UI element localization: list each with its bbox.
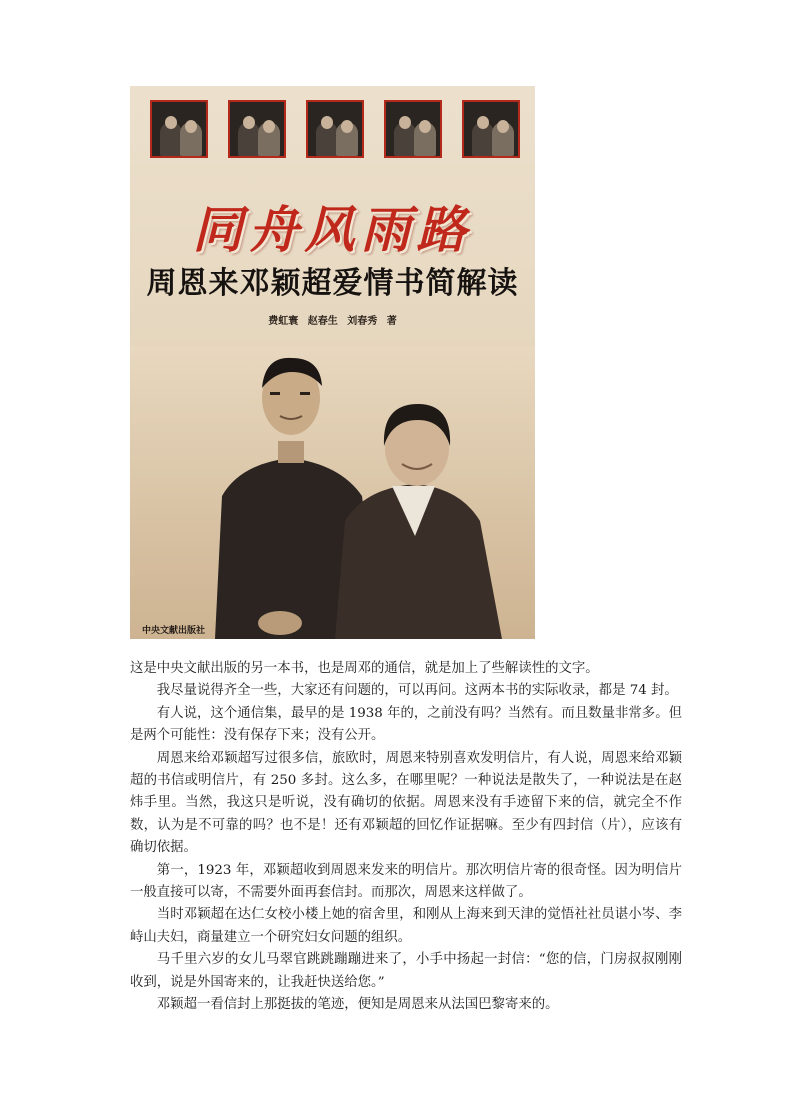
- paragraph: 马千里六岁的女儿马翠官跳跳蹦蹦进来了，小手中扬起一封信：“您的信，门房叔叔刚刚收到，说是外国寄来的，让我赶快送给您。”: [130, 952, 682, 990]
- cover-publisher: 中央文献出版社: [142, 626, 206, 636]
- paragraph: 当时邓颖超在达仁女校小楼上她的宿舍里，和刚从上海来到天津的觉悟社社员谌小岑、李峙山夫妇，商量建立一个研究妇女问题的组织。: [130, 907, 682, 945]
- cover-thumbnail-photo: [384, 100, 442, 158]
- article-body: [130, 658, 682, 1017]
- paragraph: 有人说，这个通信集，最早的是 1938 年的，之前没有吗？当然有。而且数量非常多。但是两个可能性：没有保存下来；没有公开。: [130, 705, 682, 744]
- cover-authors: 费虹寰 赵春生 刘春秀 著: [268, 316, 397, 327]
- cover-main-photo: [130, 346, 535, 639]
- paragraph: 第一，1923 年，邓颖超收到周恩来发来的明信片。那次明信片寄的很奇怪。因为明信片一般直接可以寄，不需要外面再套信封。而那次，周恩来这样做了。: [130, 862, 682, 901]
- cover-thumbnail-photo: [150, 100, 208, 158]
- paragraph: 这是中央文献出版的另一本书，也是周邓的通信，就是加上了些解读性的文字。: [130, 661, 599, 676]
- cover-thumbnail-photo: [306, 100, 364, 158]
- paragraph: 邓颖超一看信封上那挺拔的笔迹，便知是周恩来从法国巴黎寄来的。: [156, 997, 559, 1013]
- paragraph: 我尽量说得齐全一些，大家还有问题的，可以再问。这两本书的实际收录，都是 74 封。: [156, 683, 678, 699]
- cover-thumbnail-photo: [462, 100, 520, 158]
- cover-thumbnail-photo: [228, 100, 286, 158]
- cover-photo-strip: [150, 100, 520, 160]
- cover-title-red: 同舟风雨路: [192, 200, 473, 259]
- cover-title-subtitle: 周恩来邓颖超爱情书简解读: [146, 266, 519, 301]
- book-cover-image: [130, 86, 535, 639]
- paragraph: 周恩来给邓颖超写过很多信，旅欧时，周恩来特别喜欢发明信片，有人说，周恩来给邓颖超的书信或明信片，有 250 多封。这么多，在哪里呢？一种说法是散失了，一种说法是在赵炜手里。当然，我这只是听说，没有确切的依据。周恩来没有手迹留下来的信，就完全不作数，认为是不可靠的吗？也不是！还有邓颖超的回忆作证据嘛。至少有四封信（片），应该有确切依据。: [130, 750, 682, 856]
